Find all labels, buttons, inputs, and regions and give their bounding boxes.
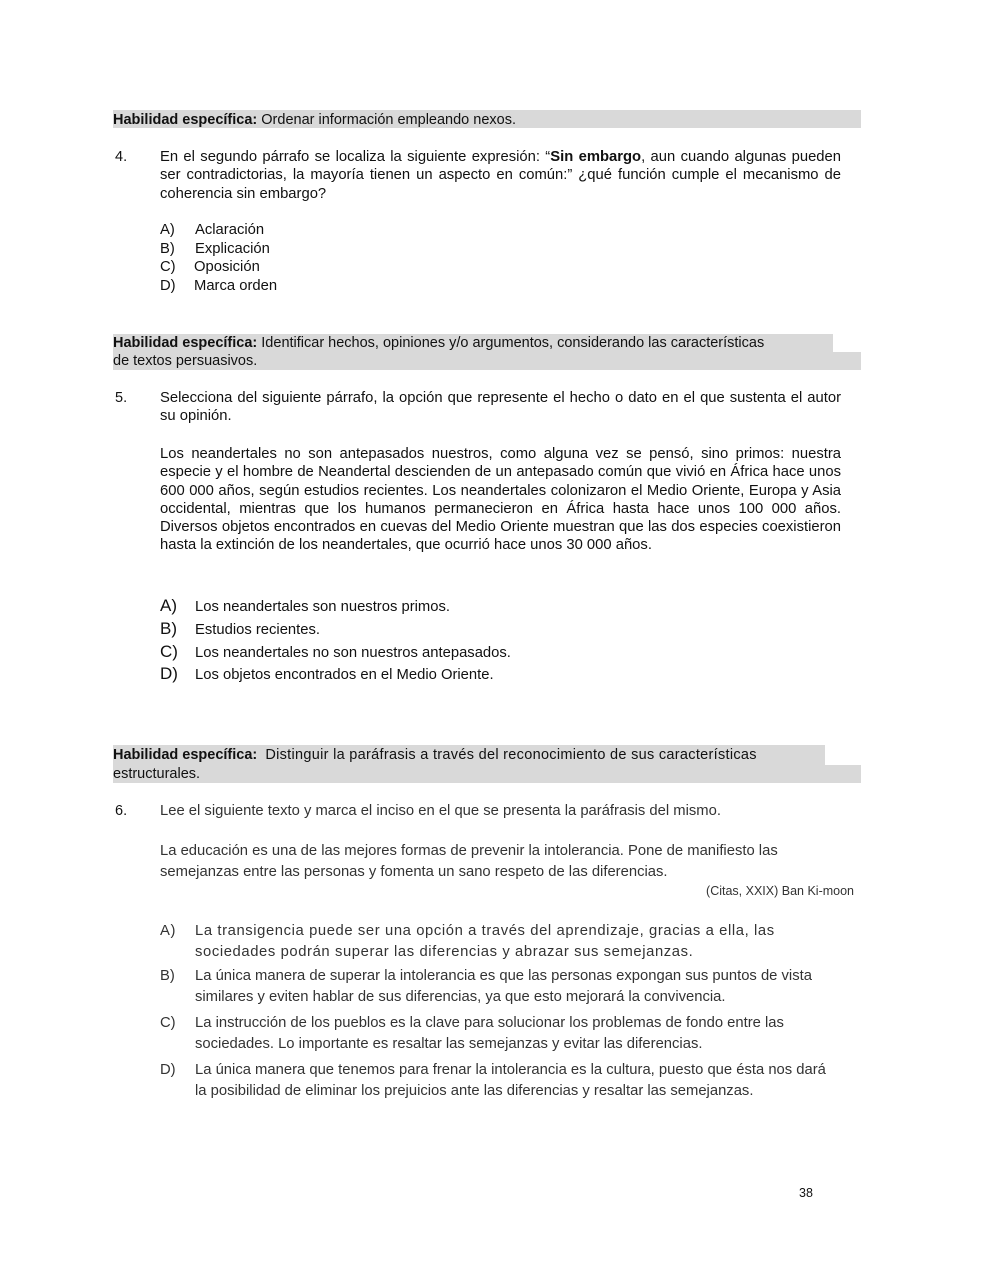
option-letter: D) — [160, 278, 176, 294]
question-number: 5. — [115, 390, 128, 406]
option-text: La única manera que tenemos para frenar la intolerancia es la cultura, puesto que ésta nos dará la posibilidad de eliminar los prejuicios ante las diferencias y resaltar las semejanzas. — [195, 1062, 826, 1099]
option-text: La transigencia puede ser una opción a través del aprendizaje, gracias a ella, las sociedades podrán superar las diferencias y abrazar sus semejanzas. — [195, 923, 775, 960]
option-text: Explicación — [195, 241, 270, 257]
skill-text: Identificar hechos, opiniones y/o argumentos, considerando las características — [261, 335, 765, 351]
option-d[interactable] — [160, 665, 494, 685]
passage: La educación es una de las mejores formas de prevenir la intolerancia. Pone de manifiesto las semejanzas entre las personas y fomenta un sano respeto de las diferencias. — [160, 843, 778, 880]
option-letter: B) — [160, 968, 175, 984]
question-text — [160, 148, 841, 203]
option-letter: B) — [160, 241, 175, 257]
page-number: 38 — [799, 1186, 813, 1200]
citation: (Citas, XXIX) Ban Ki-moon — [706, 884, 854, 898]
option-letter: C) — [160, 259, 176, 275]
option-a[interactable] — [160, 221, 264, 240]
option-d[interactable] — [160, 1060, 840, 1102]
skill-label: Habilidad específica: — [113, 112, 258, 128]
option-c[interactable] — [160, 258, 260, 277]
skill-heading — [113, 111, 861, 129]
option-letter: A) — [160, 596, 177, 615]
option-letter: A) — [160, 222, 175, 238]
option-text: Estudios recientes. — [195, 622, 321, 638]
option-b[interactable] — [160, 966, 840, 1008]
question-text-end: , aun cuando algunas pueden ser contradictorias, la mayoría tienen un aspecto en común:” ¿qué función cumple el mecanismo de coherencia sin embargo? — [160, 149, 841, 202]
option-text: La única manera de superar la intolerancia es que las personas expongan sus puntos de vista similares y eviten hablar de sus diferencias, ya que esto mejorará la convivencia. — [195, 968, 812, 1005]
option-text: Los objetos encontrados en el Medio Oriente. — [195, 667, 494, 683]
option-letter: C) — [160, 1015, 176, 1031]
option-text: La instrucción de los pueblos es la clave para solucionar los problemas de fondo entre las sociedades. Lo importante es resaltar las semejanzas y evitar las diferencias. — [195, 1015, 784, 1052]
option-letter: D) — [160, 1062, 176, 1078]
skill-text-cont: estructurales. — [113, 766, 201, 782]
option-text: Los neandertales no son nuestros antepasados. — [195, 645, 511, 661]
option-text: Aclaración — [195, 222, 265, 238]
option-c[interactable] — [160, 1013, 840, 1055]
option-a[interactable] — [160, 597, 450, 617]
option-text: Marca orden — [194, 278, 278, 294]
skill-text: Distinguir la paráfrasis a través del reconocimiento de sus características — [265, 747, 757, 763]
skill-text: Ordenar información empleando nexos. — [261, 112, 516, 128]
option-letter: A) — [160, 923, 176, 939]
option-d[interactable] — [160, 277, 277, 296]
question-text-start: En el segundo párrafo se localiza la siguiente expresión: “ — [160, 149, 551, 165]
skill-label: Habilidad específica: — [113, 747, 258, 763]
option-b[interactable] — [160, 240, 270, 259]
question-bold-term: Sin embargo — [550, 149, 642, 165]
option-b[interactable] — [160, 620, 320, 640]
skill-heading — [113, 746, 861, 784]
question-number: 6. — [115, 803, 128, 819]
option-c[interactable] — [160, 643, 511, 663]
skill-heading — [113, 334, 861, 370]
skill-text-cont: de textos persuasivos. — [113, 353, 258, 369]
passage: Los neandertales no son antepasados nuestros, como alguna vez se pensó, sino primos: nuestra especie y el hombre de Neandertal descienden de un antepasado común que vivió en África hace unos 600 000 años, según estudios recientes. Los neandertales colonizaron el Medio Oriente, Europa y Asia occidental, mientras que los humanos permanecieron en África hasta hace unos 100 000 años. Diversos objetos encontrados en cuevas del Medio Oriente muestran que las dos especies coexistieron hasta la extinción de los neandertales, que ocurrió hace unos 30 000 años. — [160, 446, 841, 554]
option-text: Oposición — [194, 259, 260, 275]
option-letter: C) — [160, 642, 178, 661]
question-text: Lee el siguiente texto y marca el inciso en el que se presenta la paráfrasis del mismo. — [160, 803, 721, 819]
skill-label: Habilidad específica: — [113, 335, 258, 351]
question-number: 4. — [115, 149, 128, 165]
option-letter: B) — [160, 619, 177, 638]
option-text: Los neandertales son nuestros primos. — [195, 599, 450, 615]
option-letter: D) — [160, 664, 178, 683]
question-text: Selecciona del siguiente párrafo, la opción que represente el hecho o dato en el que sustenta el autor su opinión. — [160, 390, 841, 425]
option-a[interactable] — [160, 921, 840, 963]
